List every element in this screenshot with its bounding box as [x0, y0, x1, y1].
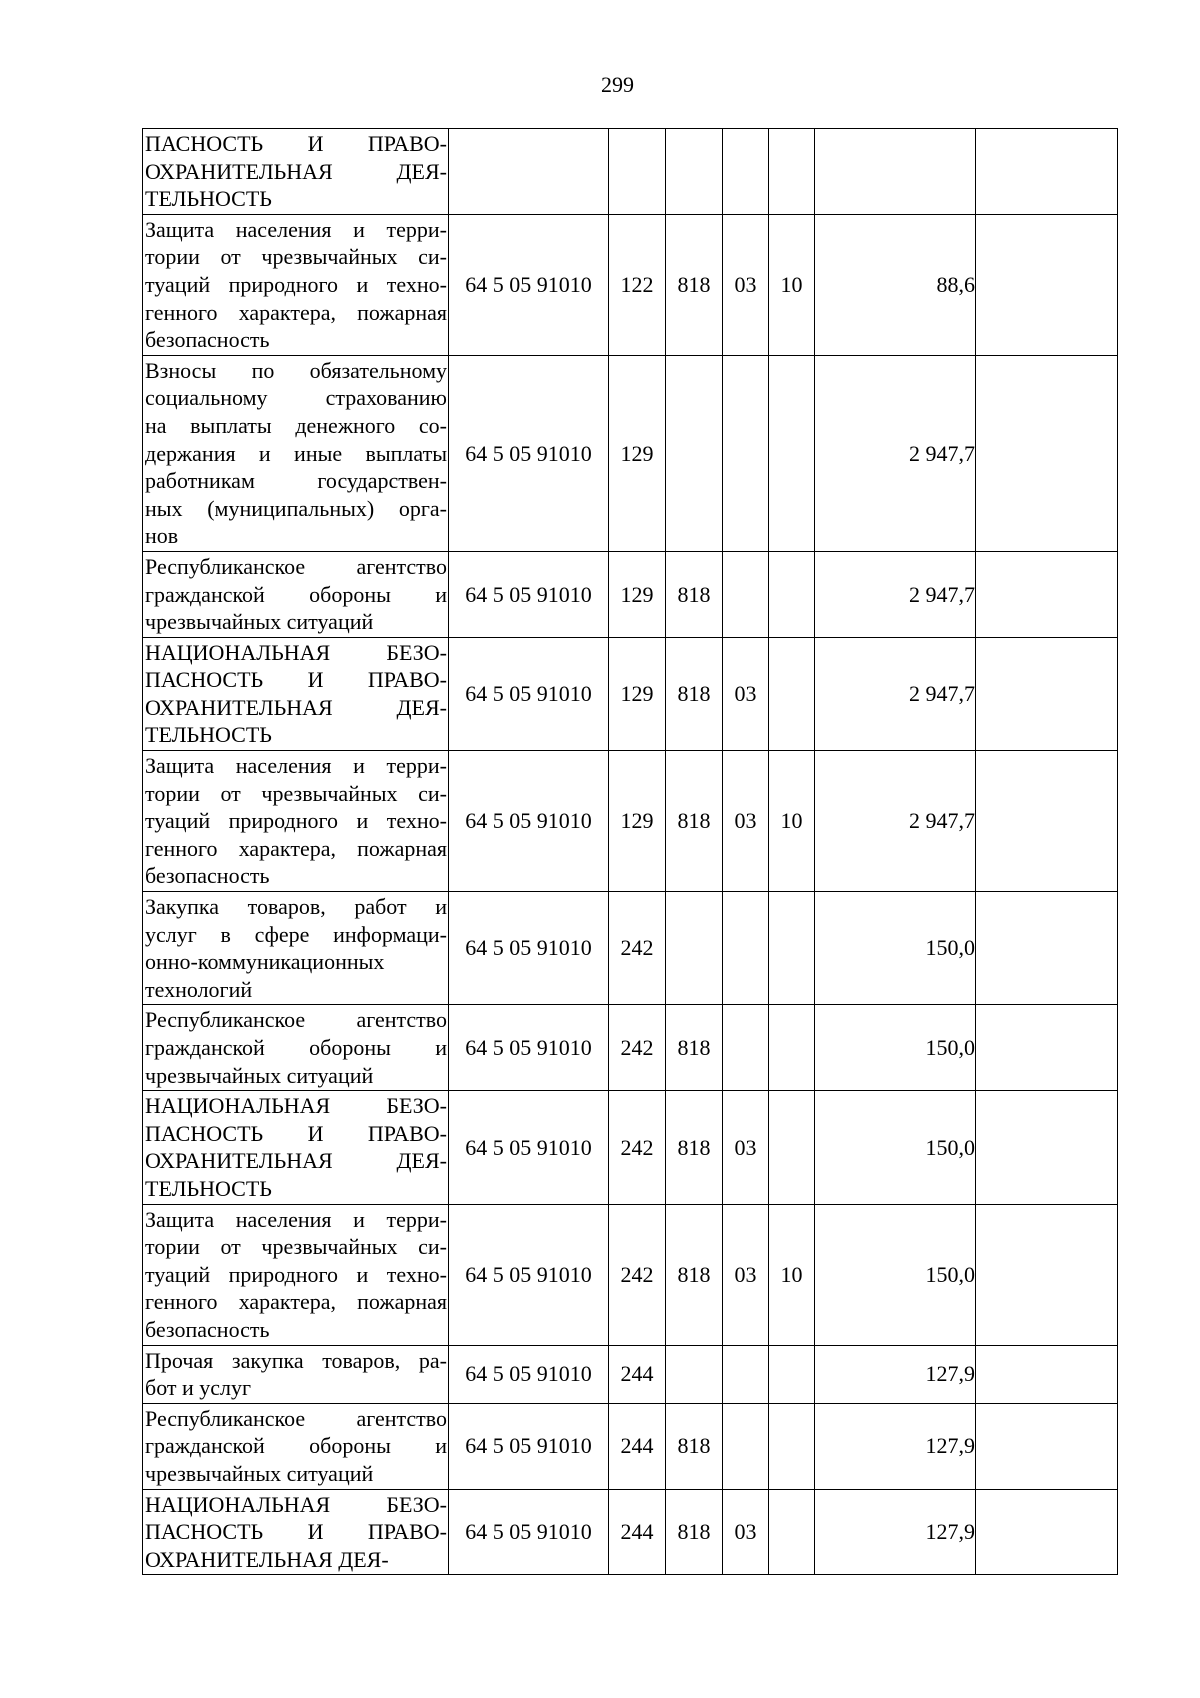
description-line: Республиканское агентство: [145, 553, 447, 579]
csr-code-cell: 64 5 05 91010: [449, 551, 609, 637]
description-line: тории от чрезвычайных си-: [145, 244, 447, 270]
description-line: чрезвычайных ситуаций: [145, 609, 374, 635]
description-line: работникам государствен-: [145, 468, 447, 494]
ministry-code-cell: 818: [666, 551, 723, 637]
amount-cell: 2 947,7: [815, 751, 976, 892]
description-line: ПАСНОСТЬ И ПРАВО-: [145, 131, 447, 156]
description-cell: [143, 892, 449, 1005]
expense-type-cell: 129: [609, 751, 666, 892]
expense-type-cell: 244: [609, 1489, 666, 1575]
subsection-cell: [769, 355, 815, 551]
section-cell: [723, 551, 769, 637]
expense-type-cell: 242: [609, 892, 666, 1005]
amount-cell: 150,0: [815, 892, 976, 1005]
description-cell: [143, 355, 449, 551]
description-line: НАЦИОНАЛЬНАЯ БЕЗО-: [145, 1093, 447, 1119]
csr-code-cell: 64 5 05 91010: [449, 751, 609, 892]
subsection-cell: [769, 1403, 815, 1489]
description-line: онно-коммуникационных: [145, 949, 385, 975]
table-row: [143, 1204, 1118, 1345]
section-cell: [723, 355, 769, 551]
description-cell: [143, 214, 449, 355]
description-line: ТЕЛЬНОСТЬ: [145, 1175, 272, 1201]
ministry-code-cell: [666, 355, 723, 551]
description-line: безопасность: [145, 863, 270, 889]
section-cell: [723, 1403, 769, 1489]
extra-cell: [976, 1403, 1118, 1489]
description-line: социальному страхованию: [145, 385, 447, 411]
csr-code-cell: 64 5 05 91010: [449, 1204, 609, 1345]
csr-code-cell: 64 5 05 91010: [449, 1091, 609, 1204]
amount-cell: 127,9: [815, 1403, 976, 1489]
description-line: ОХРАНИТЕЛЬНАЯ ДЕЯ-: [145, 1148, 447, 1174]
description-line: Защита населения и терри-: [145, 753, 447, 779]
extra-cell: [976, 751, 1118, 892]
description-line: тории от чрезвычайных си-: [145, 780, 447, 806]
csr-code-cell: 64 5 05 91010: [449, 214, 609, 355]
description-line: Республиканское агентство: [145, 1405, 447, 1431]
amount-cell: 2 947,7: [815, 551, 976, 637]
ministry-code-cell: [666, 1345, 723, 1403]
amount-cell: 150,0: [815, 1204, 976, 1345]
description-line: Республиканское агентство: [145, 1007, 447, 1033]
description-cell: [143, 1005, 449, 1091]
extra-cell: [976, 1345, 1118, 1403]
table-row: [143, 1489, 1118, 1575]
budget-table: [142, 128, 1118, 1575]
description-line: ПАСНОСТЬ И ПРАВО-: [145, 1519, 447, 1545]
extra-cell: [976, 637, 1118, 750]
subsection-cell: [769, 129, 815, 215]
csr-code-cell: 64 5 05 91010: [449, 1345, 609, 1403]
amount-cell: 150,0: [815, 1005, 976, 1091]
description-cell: [143, 1091, 449, 1204]
description-line: туаций природного и техно-: [145, 1261, 447, 1287]
section-cell: 03: [723, 1204, 769, 1345]
description-line: генного характера, пожарная: [145, 299, 447, 325]
ministry-code-cell: 818: [666, 1005, 723, 1091]
subsection-cell: 10: [769, 1204, 815, 1345]
subsection-cell: [769, 551, 815, 637]
description-line: услуг в сфере информаци-: [145, 921, 447, 947]
extra-cell: [976, 355, 1118, 551]
expense-type-cell: 129: [609, 637, 666, 750]
subsection-cell: 10: [769, 751, 815, 892]
section-cell: 03: [723, 1091, 769, 1204]
expense-type-cell: 122: [609, 214, 666, 355]
description-line: Защита населения и терри-: [145, 216, 447, 242]
amount-cell: 150,0: [815, 1091, 976, 1204]
description-line: туаций природного и техно-: [145, 271, 447, 297]
amount-cell: 2 947,7: [815, 637, 976, 750]
description-line: технологий: [145, 976, 253, 1002]
description-line: генного характера, пожарная: [145, 835, 447, 861]
extra-cell: [976, 1489, 1118, 1575]
description-line: гражданской обороны и: [145, 1035, 447, 1060]
description-line: Прочая закупка товаров, ра-: [145, 1347, 447, 1373]
subsection-cell: [769, 892, 815, 1005]
expense-type-cell: 244: [609, 1345, 666, 1403]
ministry-code-cell: 818: [666, 751, 723, 892]
ministry-code-cell: 818: [666, 637, 723, 750]
description-line: ТЕЛЬНОСТЬ: [145, 722, 272, 748]
description-line: бот и услуг: [145, 1375, 252, 1401]
description-line: НАЦИОНАЛЬНАЯ БЕЗО-: [145, 639, 447, 665]
section-cell: 03: [723, 214, 769, 355]
table-row: [143, 551, 1118, 637]
ministry-code-cell: 818: [666, 1403, 723, 1489]
expense-type-cell: 129: [609, 355, 666, 551]
description-line: генного характера, пожарная: [145, 1289, 447, 1315]
description-line: ПАСНОСТЬ И ПРАВО-: [145, 1120, 447, 1146]
section-cell: 03: [723, 637, 769, 750]
subsection-cell: [769, 1005, 815, 1091]
ministry-code-cell: 818: [666, 1489, 723, 1575]
description-cell: [143, 1403, 449, 1489]
description-line: Взносы по обязательному: [145, 357, 447, 383]
extra-cell: [976, 1005, 1118, 1091]
csr-code-cell: [449, 129, 609, 215]
section-cell: [723, 1345, 769, 1403]
description-line: Защита населения и терри-: [145, 1206, 447, 1232]
table-row: [143, 637, 1118, 750]
amount-cell: 88,6: [815, 214, 976, 355]
expense-type-cell: 244: [609, 1403, 666, 1489]
csr-code-cell: 64 5 05 91010: [449, 637, 609, 750]
description-line: нов: [145, 523, 179, 549]
subsection-cell: [769, 1489, 815, 1575]
ministry-code-cell: 818: [666, 1204, 723, 1345]
description-line: НАЦИОНАЛЬНАЯ БЕЗО-: [145, 1491, 447, 1517]
expense-type-cell: 242: [609, 1005, 666, 1091]
section-cell: [723, 1005, 769, 1091]
extra-cell: [976, 892, 1118, 1005]
ministry-code-cell: [666, 129, 723, 215]
description-cell: [143, 129, 449, 215]
description-line: ных (муниципальных) орга-: [145, 495, 447, 521]
description-line: ТЕЛЬНОСТЬ: [145, 186, 272, 212]
description-line: туаций природного и техно-: [145, 808, 447, 834]
extra-cell: [976, 129, 1118, 215]
expense-type-cell: 242: [609, 1204, 666, 1345]
description-line: ОХРАНИТЕЛЬНАЯ ДЕЯ-: [145, 694, 447, 720]
description-line: ПАСНОСТЬ И ПРАВО-: [145, 667, 447, 693]
table-row: [143, 1345, 1118, 1403]
description-cell: [143, 751, 449, 892]
description-line: ОХРАНИТЕЛЬНАЯ ДЕЯ-: [145, 158, 447, 184]
subsection-cell: [769, 1091, 815, 1204]
section-cell: [723, 892, 769, 1005]
description-line: безопасность: [145, 1316, 270, 1342]
description-cell: [143, 551, 449, 637]
expense-type-cell: 129: [609, 551, 666, 637]
table-row: [143, 129, 1118, 215]
table-row: [143, 1005, 1118, 1091]
description-line: чрезвычайных ситуаций: [145, 1460, 374, 1486]
subsection-cell: 10: [769, 214, 815, 355]
extra-cell: [976, 214, 1118, 355]
section-cell: [723, 129, 769, 215]
description-line: держания и иные выплаты: [145, 440, 447, 466]
extra-cell: [976, 1091, 1118, 1204]
ministry-code-cell: 818: [666, 214, 723, 355]
table-row: [143, 355, 1118, 551]
description-line: гражданской обороны и: [145, 581, 447, 607]
ministry-code-cell: 818: [666, 1091, 723, 1204]
amount-cell: 127,9: [815, 1489, 976, 1575]
table-row: [143, 1403, 1118, 1489]
description-line: гражданской обороны и: [145, 1433, 447, 1459]
table-row: [143, 1091, 1118, 1204]
subsection-cell: [769, 1345, 815, 1403]
csr-code-cell: 64 5 05 91010: [449, 355, 609, 551]
description-cell: [143, 1204, 449, 1345]
amount-cell: 127,9: [815, 1345, 976, 1403]
extra-cell: [976, 1204, 1118, 1345]
csr-code-cell: 64 5 05 91010: [449, 1005, 609, 1091]
section-cell: 03: [723, 1489, 769, 1575]
extra-cell: [976, 551, 1118, 637]
subsection-cell: [769, 637, 815, 750]
expense-type-cell: 242: [609, 1091, 666, 1204]
expense-type-cell: [609, 129, 666, 215]
description-line: тории от чрезвычайных си-: [145, 1234, 447, 1260]
description-cell: [143, 1489, 449, 1575]
description-cell: [143, 1345, 449, 1403]
table-row: [143, 214, 1118, 355]
description-line: чрезвычайных ситуаций: [145, 1062, 374, 1088]
amount-cell: [815, 129, 976, 215]
description-line: на выплаты денежного со-: [145, 412, 447, 438]
description-line: безопасность: [145, 327, 270, 353]
page-number: 299: [601, 72, 634, 97]
csr-code-cell: 64 5 05 91010: [449, 892, 609, 1005]
description-line: Закупка товаров, работ и: [145, 894, 447, 920]
section-cell: 03: [723, 751, 769, 892]
amount-cell: 2 947,7: [815, 355, 976, 551]
ministry-code-cell: [666, 892, 723, 1005]
csr-code-cell: 64 5 05 91010: [449, 1403, 609, 1489]
csr-code-cell: 64 5 05 91010: [449, 1489, 609, 1575]
description-line: ОХРАНИТЕЛЬНАЯ ДЕЯ-: [145, 1546, 389, 1572]
table-row: [143, 751, 1118, 892]
table-row: [143, 892, 1118, 1005]
description-cell: [143, 637, 449, 750]
